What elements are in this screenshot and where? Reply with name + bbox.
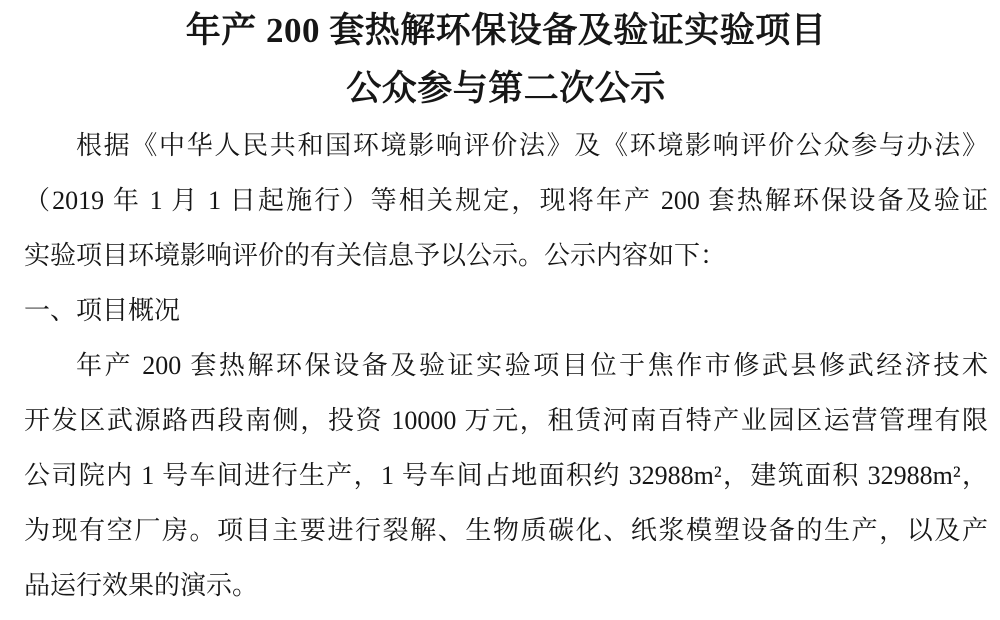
page-title-line-1: 年产 200 套热解环保设备及验证实验项目 <box>185 11 827 50</box>
overview-line-1: 年产 200 套热解环保设备及验证实验项目位于焦作市修武县修武经济技术 <box>76 351 988 380</box>
intro-line-2: （2019 年 1 月 1 日起施行）等相关规定，现将年产 200 套热解环保设备及验证 <box>24 186 988 215</box>
intro-line-3: 实验项目环境影响评价的有关信息予以公示。公示内容如下： <box>24 241 727 270</box>
overview-line-3: 公司院内 1 号车间进行生产，1 号车间占地面积约 32988m²，建筑面积 32988m²， <box>24 461 988 490</box>
intro-paragraph <box>24 118 988 283</box>
overview-line-2: 开发区武源路西段南侧，投资 10000 万元，租赁河南百特产业园区运营管理有限 <box>24 406 988 435</box>
overview-line-5: 品运行效果的演示。 <box>24 571 259 600</box>
page-title-line-2: 公众参与第二次公示 <box>346 69 666 108</box>
overview-line-4: 为现有空厂房。项目主要进行裂解、生物质碳化、纸浆模塑设备的生产，以及产 <box>24 516 988 545</box>
document-title <box>24 2 988 118</box>
intro-line-1: 根据《中华人民共和国环境影响评价法》及《环境影响评价公众参与办法》 <box>76 131 988 160</box>
project-overview-paragraph <box>24 338 988 613</box>
section-heading-project-overview: 一、项目概况 <box>24 296 181 325</box>
